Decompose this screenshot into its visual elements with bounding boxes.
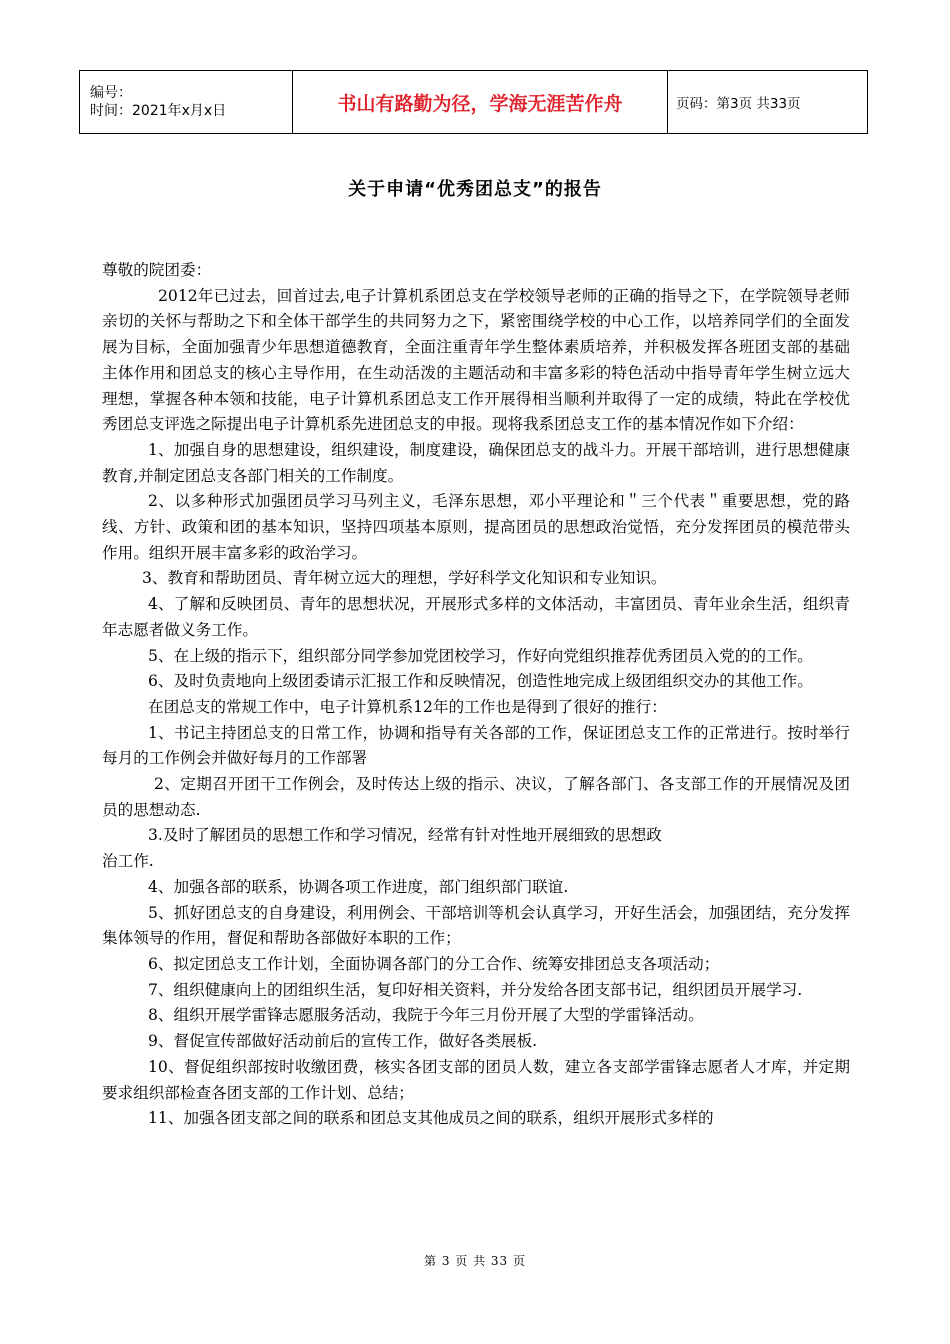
routine-item-8: 8、组织开展学雷锋志愿服务活动，我院于今年三月份开展了大型的学雷锋活动。 bbox=[148, 1006, 704, 1025]
work-item-1: 1、加强自身的思想建设，组织建设，制度建设，确保团总支的战斗力。开展干部培训，进行思想健康教育,并制定团总支各部门相关的工作制度。 bbox=[102, 440, 850, 485]
header-meta-cell bbox=[80, 71, 293, 134]
routine-item-5: 5、抓好团总支的自身建设，利用例会、干部培训等机会认真学习，开好生活会，加强团结，充分发挥集体领导的作用，督促和帮助各部做好本职的工作； bbox=[102, 903, 850, 948]
routine-item-9: 9、督促宣传部做好活动前后的宣传工作，做好各类展板. bbox=[148, 1032, 538, 1051]
document-body bbox=[102, 258, 850, 1132]
header-page-info: 页码：第3页 共33页 bbox=[668, 71, 868, 134]
work-item-2: 2、以多种形式加强团员学习马列主义，毛泽东思想，邓小平理论和＂三个代表＂重要思想，党的路线、方针、政策和团的基本知识，坚持四项基本原则，提高团员的思想政治觉悟，充分发挥团员的模范带头作用。组织开展丰富多彩的政治学习。 bbox=[102, 492, 850, 562]
routine-item-3: 3.及时了解团员的思想工作和学习情况，经常有针对性地开展细致的思想政 bbox=[148, 826, 662, 845]
document-number-label: 编号： bbox=[90, 85, 132, 101]
document-date-label: 时间：2021年x月x日 bbox=[90, 103, 227, 119]
header-motto: 书山有路勤为径，学海无涯苦作舟 bbox=[293, 71, 668, 134]
salutation: 尊敬的院团委： bbox=[102, 261, 212, 279]
routine-item-3-continued: 治工作. bbox=[102, 852, 154, 871]
intro-paragraph: 2012年已过去，回首过去,电子计算机系团总支在学校领导老师的正确的指导之下，在学院领导老师亲切的关怀与帮助之下和全体干部学生的共同努力之下，紧密围绕学校的中心工作，以培养同学们的全面发展为目标，全面加强青少年思想道德教育，全面注重青年学生整体素质培养，并积极发挥各班团支部的基础主体作用和团总支的核心主导作用，在生动活泼的主题活动和丰富多彩的特色活动中指导青年学生树立远大理想，掌握各种本领和技能，电子计算机系团总支工作开展得相当顺利并取得了一定的成绩，特此在学校优秀团总支评选之际提出电子计算机系先进团总支的申报。现将我系团总支工作的基本情况作如下介绍： bbox=[102, 286, 850, 434]
header-table bbox=[79, 70, 868, 134]
work-item-4: 4、了解和反映团员、青年的思想状况，开展形式多样的文体活动，丰富团员、青年业余生活，组织青年志愿者做义务工作。 bbox=[102, 595, 850, 639]
routine-item-6: 6、拟定团总支工作计划，全面协调各部门的分工合作、统筹安排团总支各项活动； bbox=[148, 954, 720, 973]
work-item-3: 3、教育和帮助团员、青年树立远大的理想，学好科学文化知识和专业知识。 bbox=[142, 569, 667, 588]
work-item-6: 6、及时负责地向上级团委请示汇报工作和反映情况，创造性地完成上级团组织交办的其他工作。 bbox=[148, 672, 813, 691]
routine-intro: 在团总支的常规工作中，电子计算机系12年的工作也是得到了很好的推行： bbox=[148, 697, 667, 716]
page-footer: 第 3 页 共 33 页 bbox=[424, 1254, 526, 1268]
routine-item-7: 7、组织健康向上的团组织生活，复印好相关资料，并分发给各团支部书记，组织团员开展学习. bbox=[148, 980, 803, 999]
routine-item-11: 11、加强各团支部之间的联系和团总支其他成员之间的联系，组织开展形式多样的 bbox=[148, 1109, 714, 1128]
routine-item-10: 10、督促组织部按时收缴团费，核实各团支部的团员人数，建立各支部学雷锋志愿者人才库，并定期要求组织部检查各团支部的工作计划、总结； bbox=[102, 1057, 850, 1102]
routine-item-4: 4、加强各部的联系，协调各项工作进度，部门组织部门联谊. bbox=[148, 877, 569, 896]
document-title: 关于申请“优秀团总支”的报告 bbox=[348, 179, 602, 200]
routine-item-2: 2、定期召开团干工作例会，及时传达上级的指示、决议，了解各部门、各支部工作的开展情况及团员的思想动态. bbox=[102, 775, 850, 819]
routine-item-1: 1、书记主持团总支的日常工作，协调和指导有关各部的工作，保证团总支工作的正常进行。按时举行每月的工作例会并做好每月的工作部署 bbox=[102, 723, 850, 768]
work-item-5: 5、在上级的指示下，组织部分同学参加党团校学习，作好向党组织推荐优秀团员入党的的工作。 bbox=[148, 646, 813, 665]
